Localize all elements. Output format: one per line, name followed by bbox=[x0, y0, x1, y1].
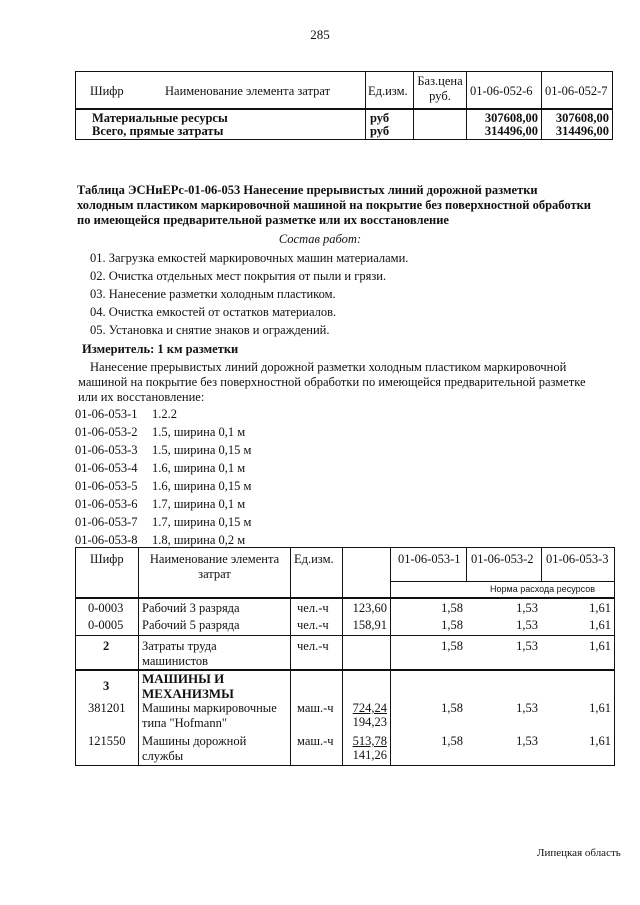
row-v2: 1,53 bbox=[516, 734, 538, 748]
work-item: 03. Нанесение разметки холодным пластиком. bbox=[90, 287, 336, 301]
row-v2: 1,53 bbox=[516, 701, 538, 715]
code-id: 01-06-053-6 bbox=[75, 497, 138, 511]
row-code: 381201 bbox=[88, 701, 126, 715]
row-name: Машины маркировочные bbox=[142, 701, 277, 715]
code-id: 01-06-053-3 bbox=[75, 443, 138, 457]
header-name: Наименование элемента затрат bbox=[149, 552, 280, 581]
row-name: Рабочий 3 разряда bbox=[142, 601, 240, 615]
code-desc: 1.6, ширина 0,1 м bbox=[152, 461, 246, 475]
row-v3: 1,61 bbox=[589, 734, 611, 748]
code-id: 01-06-053-8 bbox=[75, 533, 138, 547]
row-total-unit: руб bbox=[370, 124, 390, 138]
row-v1: 1,58 bbox=[441, 639, 463, 653]
row-unit: маш.-ч bbox=[297, 701, 334, 715]
row-total-v1: 314496,00 bbox=[484, 124, 538, 138]
row-v1: 1,58 bbox=[441, 734, 463, 748]
row-price-2: 141,26 bbox=[352, 748, 387, 762]
row-v1: 1,58 bbox=[441, 701, 463, 715]
header-base-price: Баз.цена руб. bbox=[417, 74, 463, 103]
header-col1: 01-06-052-6 bbox=[470, 84, 533, 98]
code-desc: 1.6, ширина 0,15 м bbox=[152, 479, 252, 493]
row-name: Машины дорожной bbox=[142, 734, 247, 748]
norm-label: Норма расхода ресурсов bbox=[490, 584, 595, 594]
meter: Измеритель: 1 км разметки bbox=[82, 342, 239, 356]
row-price-2: 194,23 bbox=[352, 715, 387, 729]
row-total-v2: 314496,00 bbox=[555, 124, 609, 138]
row-name-2: МЕХАНИЗМЫ bbox=[142, 686, 234, 701]
table-title-line2: холодным пластиком маркировочной машиной на покрытие без поверхностной обработки bbox=[77, 198, 592, 212]
code-id: 01-06-053-7 bbox=[75, 515, 138, 529]
row-v2: 1,53 bbox=[516, 601, 538, 615]
row-total-name: Всего, прямые затраты bbox=[92, 124, 224, 138]
row-v1: 1,58 bbox=[441, 618, 463, 632]
code-desc: 1.7, ширина 0,1 м bbox=[152, 497, 246, 511]
code-desc: 1.8, ширина 0,2 м bbox=[152, 533, 246, 547]
code-desc: 1.7, ширина 0,15 м bbox=[152, 515, 252, 529]
row-name-2: типа "Hofmann" bbox=[142, 716, 227, 730]
work-item: 02. Очистка отдельных мест покрытия от пыли и грязи. bbox=[90, 269, 387, 283]
code-id: 01-06-053-2 bbox=[75, 425, 138, 439]
header-unit: Ед.изм. bbox=[368, 84, 408, 98]
row-v3: 1,61 bbox=[589, 639, 611, 653]
row-code: 0-0003 bbox=[88, 601, 124, 615]
code-desc: 1.5, ширина 0,1 м bbox=[152, 425, 246, 439]
row-name-2: службы bbox=[142, 749, 184, 763]
code-id: 01-06-053-1 bbox=[75, 407, 138, 421]
description-line1: Нанесение прерывистых линий дорожной разметки холодным пластиком маркировочной bbox=[90, 360, 567, 374]
row-code: 121550 bbox=[88, 734, 126, 748]
table-title-line3: по имеющейся предварительной разметке или их восстановление bbox=[77, 213, 449, 227]
work-item: 01. Загрузка емкостей маркировочных машин материалами. bbox=[90, 251, 409, 265]
row-materials-v1: 307608,00 bbox=[484, 111, 538, 125]
row-price: 724,24 bbox=[352, 701, 387, 715]
row-price: 513,78 bbox=[352, 734, 387, 748]
row-price: 123,60 bbox=[352, 601, 387, 615]
row-unit: чел.-ч bbox=[297, 639, 329, 653]
row-v3: 1,61 bbox=[589, 601, 611, 615]
work-item: 04. Очистка емкостей от остатков материалов. bbox=[90, 305, 337, 319]
code-id: 01-06-053-4 bbox=[75, 461, 138, 475]
row-v1: 1,58 bbox=[441, 601, 463, 615]
row-code: 0-0005 bbox=[88, 618, 124, 632]
header-unit: Ед.изм. bbox=[294, 552, 334, 566]
work-heading: Состав работ: bbox=[278, 232, 362, 246]
row-v3: 1,61 bbox=[589, 701, 611, 715]
row-unit: маш.-ч bbox=[297, 734, 334, 748]
row-name: Рабочий 5 разряда bbox=[142, 618, 240, 632]
header-code: Шифр bbox=[90, 84, 124, 98]
header-col1: 01-06-053-1 bbox=[398, 552, 461, 566]
code-id: 01-06-053-5 bbox=[75, 479, 138, 493]
code-desc: 1.2.2 bbox=[152, 407, 177, 421]
work-item: 05. Установка и снятие знаков и ограждений. bbox=[90, 323, 330, 337]
row-code: 3 bbox=[103, 679, 110, 693]
row-code: 2 bbox=[103, 639, 110, 653]
row-materials-name: Материальные ресурсы bbox=[92, 111, 228, 125]
footer-region: Липецкая область bbox=[537, 847, 621, 859]
row-name: Затраты труда bbox=[142, 639, 217, 653]
header-name: Наименование элемента затрат bbox=[165, 84, 331, 98]
row-v2: 1,53 bbox=[516, 639, 538, 653]
row-unit: чел.-ч bbox=[297, 601, 329, 615]
row-name-2: машинистов bbox=[142, 654, 209, 668]
header-col2: 01-06-052-7 bbox=[545, 84, 608, 98]
header-col3: 01-06-053-3 bbox=[546, 552, 609, 566]
row-materials-unit: руб bbox=[370, 111, 390, 125]
table-title-line1: Таблица ЭСНиЕРс-01-06-053 Нанесение прерывистых линий дорожной разметки bbox=[77, 183, 538, 197]
code-desc: 1.5, ширина 0,15 м bbox=[152, 443, 252, 457]
description-line2: машиной на покрытие без поверхностной обработки по имеющейся предварительной разметке bbox=[78, 375, 586, 389]
row-v3: 1,61 bbox=[589, 618, 611, 632]
row-materials-v2: 307608,00 bbox=[555, 111, 609, 125]
header-col2: 01-06-053-2 bbox=[471, 552, 534, 566]
row-name: МАШИНЫ И bbox=[142, 671, 225, 686]
row-price: 158,91 bbox=[352, 618, 387, 632]
description-line3: или их восстановление: bbox=[78, 390, 205, 404]
row-v2: 1,53 bbox=[516, 618, 538, 632]
row-unit: чел.-ч bbox=[297, 618, 329, 632]
header-code: Шифр bbox=[90, 552, 124, 566]
page-number: 285 bbox=[310, 27, 330, 42]
